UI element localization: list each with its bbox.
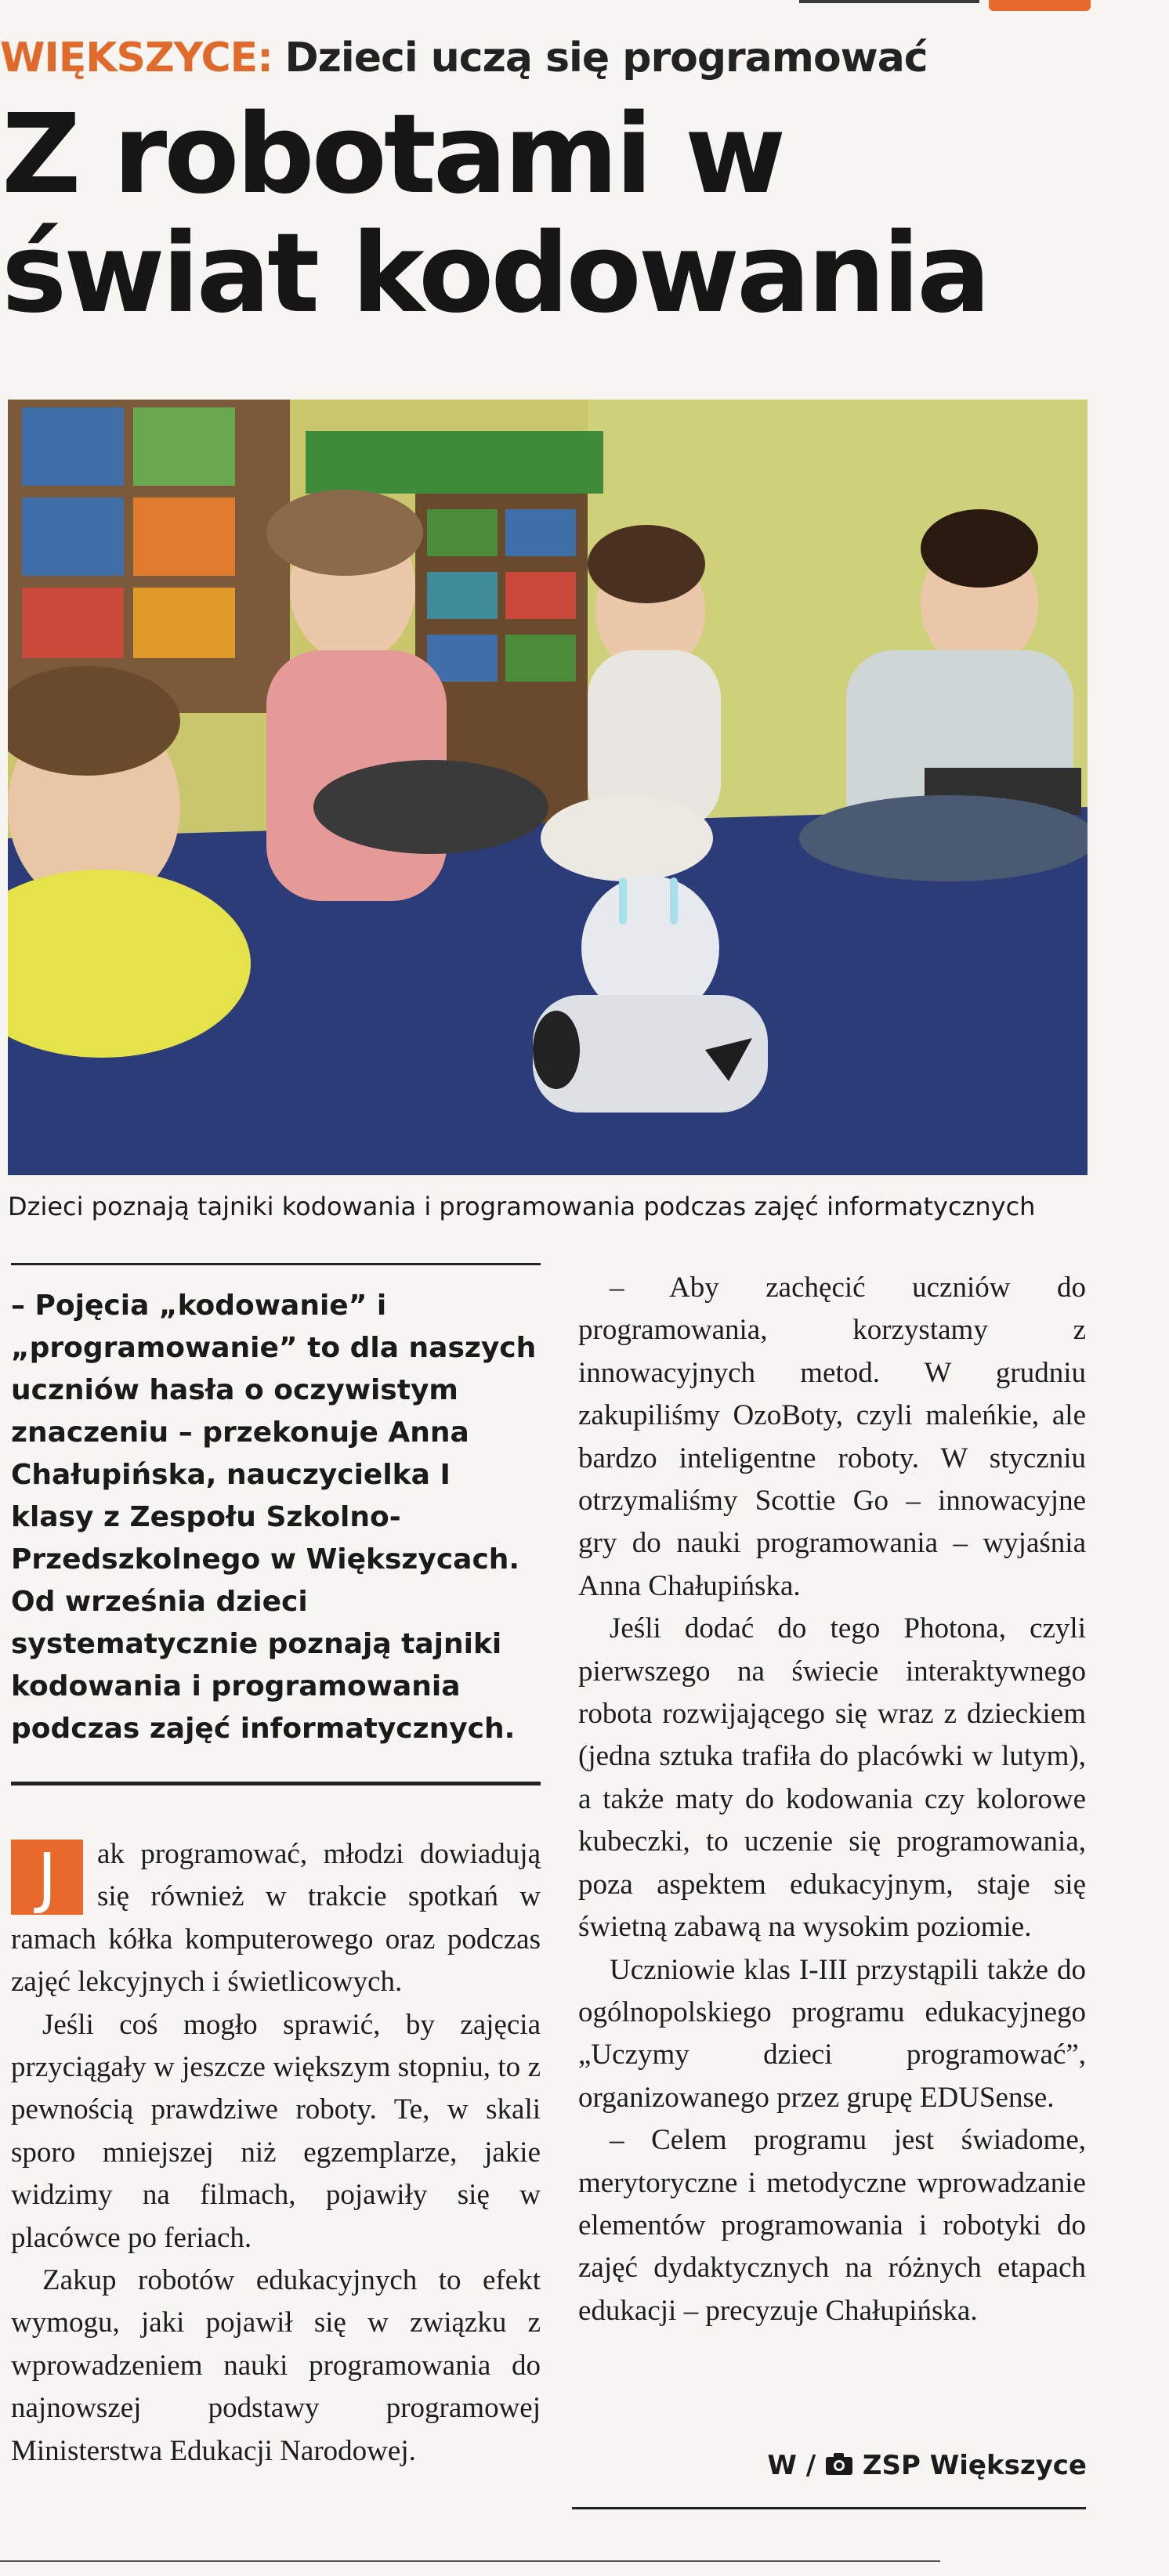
lead-paragraph: – Pojęcia „kodowanie” i „programowanie” to dla naszych uczniów hasła o oczywistym znaczeniu – przekonuje Anna Chałupińska, nauczycielka I klasy z Zespołu Szkolno-Przedszkolnego w Większycach. Od września dzieci systematycznie poznają tajniki kodowania i programowania podczas zajęć informatycznych. bbox=[11, 1290, 537, 1745]
kicker-subtitle: Dzieci uczą się programować bbox=[284, 34, 928, 81]
body-right-paragraph-2: Jeśli dodać do tego Photona, czyli pierwszego na świecie interaktywnego robota rozwijającego się wraz z dzieckiem (jedna sztuka trafiła do placówki w lutym), a także maty do kodowania czy kolorowe kubeczki, to uczenie się programowania, poza aspektem edukacyjnym, staje się świetną zabawą na wysokim poziomie. bbox=[578, 1612, 1086, 1944]
article-bottom-rule bbox=[572, 2507, 1086, 2509]
body-column-right bbox=[578, 1267, 1086, 2332]
photo-caption: Dzieci poznają tajniki kodowania i programowania podczas zajęć informatycznych bbox=[8, 1192, 1036, 1221]
camera-icon bbox=[825, 2451, 853, 2483]
body-right-paragraph-1: – Aby zachęcić uczniów do programowania, korzystamy z innowacyjnych metod. W grudniu zakupiliśmy OzoBoty, czyli maleńkie, ale bardzo inteligentne roboty. W styczniu otrzymaliśmy Scottie Go – innowacyjne gry do nauki programowania – wyjaśnia Anna Chałupińska. bbox=[578, 1272, 1086, 1602]
photo-credit bbox=[767, 2450, 1087, 2483]
article-photo bbox=[8, 400, 1088, 1175]
credit-source: ZSP Większyce bbox=[862, 2450, 1087, 2481]
headline: Z robotami w świat kodowania bbox=[2, 91, 988, 338]
kicker-place: WIĘKSZYCE: bbox=[0, 34, 273, 81]
lead-top-rule bbox=[11, 1263, 541, 1265]
kicker bbox=[0, 34, 1081, 81]
body-right-paragraph-4: – Celem programu jest świadome, merytoryczne i metodyczne wprowadzanie elementów programowania i robotyki do zajęć dydaktycznych na różnych etapach edukacji – precyzuje Chałupińska. bbox=[578, 2124, 1086, 2327]
drop-cap: J bbox=[11, 1840, 83, 1915]
section-tab bbox=[989, 0, 1091, 11]
body-left-paragraph-1 bbox=[11, 1833, 541, 2004]
top-divider bbox=[799, 0, 979, 3]
body-left-paragraph-1-text: ak programować, młodzi dowiadują się również w trakcie spotkań w ramach kółka komputerowego oraz podczas zajęć lekcyjnych i świetlicowych. bbox=[11, 1838, 541, 1999]
photo-illustration bbox=[8, 400, 1088, 1175]
lead-bottom-rule bbox=[11, 1782, 541, 1785]
body-left-paragraph-2: Jeśli coś mogło sprawić, by zajęcia przyciągały w jeszcze większym stopniu, to z pewnością prawdziwe roboty. Te, w skali sporo mniejszej niż egzemplarze, jakie widzimy na filmach, pojawiły się w placówce po feriach. bbox=[11, 2008, 541, 2254]
page-bottom-rule bbox=[0, 2560, 940, 2562]
body-column-left bbox=[11, 1833, 541, 2473]
body-left-paragraph-3: Zakup robotów edukacyjnych to efekt wymogu, jaki pojawił się w związku z wprowadzeniem nauki programowania do najnowszej podstawy programowej Ministerstwa Edukacji Narodowej. bbox=[11, 2264, 541, 2467]
body-right-paragraph-3: Uczniowie klas I-III przystąpili także do ogólnopolskiego programu edukacyjnego „Uczymy dzieci programować”, organizowanego przez grupę EDUSense. bbox=[578, 1953, 1086, 2114]
credit-author: W / bbox=[767, 2450, 816, 2481]
